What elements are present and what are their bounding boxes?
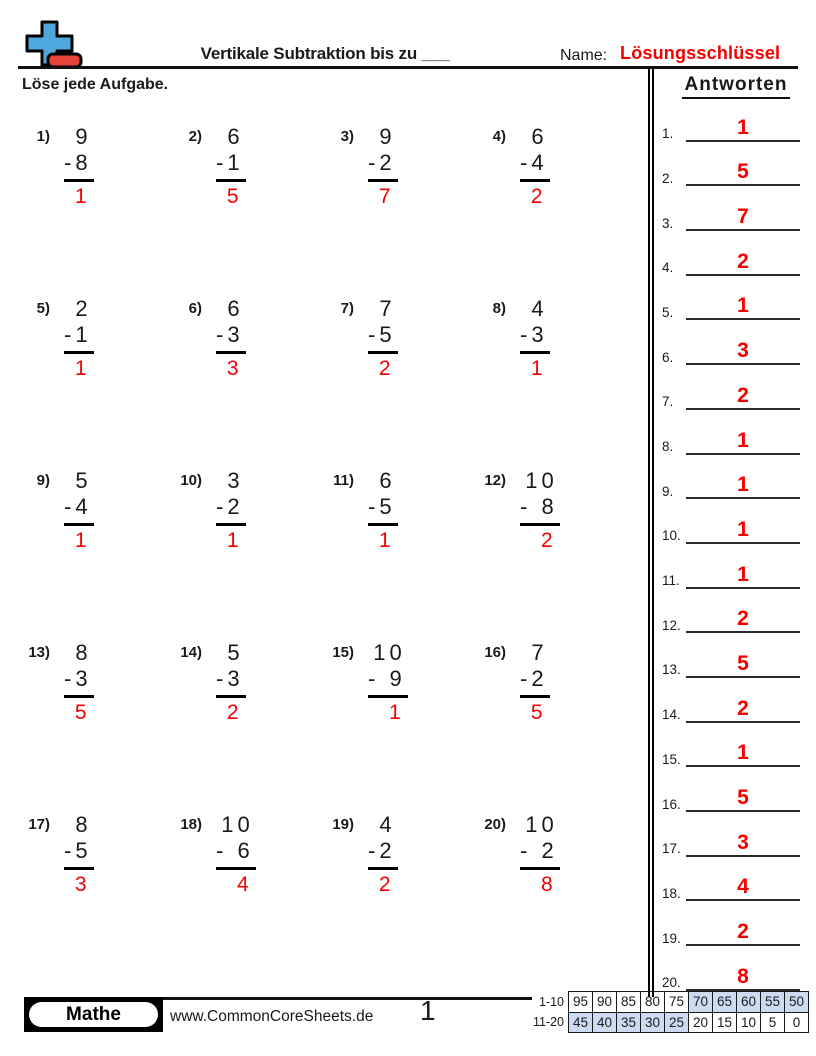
answer-number: 3. bbox=[662, 215, 674, 231]
answer-row bbox=[656, 455, 816, 500]
website-url: www.CommonCoreSheets.de bbox=[170, 1008, 374, 1025]
subtrahend: -5 bbox=[368, 322, 396, 347]
problem-answer: 5 bbox=[74, 701, 91, 724]
score-cell: 10 bbox=[737, 1012, 761, 1033]
answer-blank: 2 bbox=[686, 921, 800, 946]
problem-answer: 1 bbox=[226, 529, 243, 552]
minuend: 6 bbox=[227, 124, 244, 149]
answer-number: 4. bbox=[662, 260, 674, 276]
equals-rule bbox=[64, 351, 94, 354]
answer-number: 10. bbox=[662, 528, 681, 544]
problem-answer: 8 bbox=[541, 873, 557, 896]
problem-stack bbox=[520, 812, 560, 898]
answer-number: 11. bbox=[662, 573, 680, 589]
score-cell: 40 bbox=[593, 1012, 617, 1033]
equals-rule bbox=[520, 695, 550, 698]
answer-row bbox=[656, 678, 816, 723]
problem bbox=[20, 124, 172, 296]
equals-rule bbox=[216, 523, 246, 526]
answer-blank: 1 bbox=[686, 474, 800, 499]
subtrahend: -3 bbox=[216, 322, 244, 347]
answer-blank: 2 bbox=[686, 698, 800, 723]
answer-row bbox=[656, 767, 816, 812]
problem bbox=[476, 812, 628, 984]
problem bbox=[20, 640, 172, 812]
sidebar-divider bbox=[648, 68, 654, 997]
score-cell: 15 bbox=[713, 1012, 737, 1033]
answer-row bbox=[656, 410, 816, 455]
answer-number: 15. bbox=[662, 751, 681, 767]
score-cell: 50 bbox=[785, 992, 809, 1013]
score-cell: 5 bbox=[761, 1012, 785, 1033]
answer-number: 13. bbox=[662, 662, 681, 678]
problem-number: 19) bbox=[332, 816, 354, 833]
subtrahend: -3 bbox=[520, 322, 548, 347]
problem-answer: 4 bbox=[237, 873, 253, 896]
score-cell: 45 bbox=[569, 1012, 593, 1033]
problem bbox=[172, 468, 324, 640]
answer-number: 6. bbox=[662, 349, 674, 365]
subtrahend: -2 bbox=[368, 150, 396, 175]
equals-rule bbox=[368, 695, 408, 698]
answer-blank: 5 bbox=[686, 653, 800, 678]
score-row bbox=[532, 992, 809, 1013]
answer-number: 20. bbox=[662, 975, 681, 991]
equals-rule bbox=[216, 867, 256, 870]
answer-blank: 5 bbox=[686, 787, 800, 812]
answer-number: 2. bbox=[662, 170, 674, 186]
problem bbox=[476, 640, 628, 812]
plus-minus-logo-icon bbox=[20, 20, 90, 70]
answer-blank: 8 bbox=[686, 966, 800, 991]
problem bbox=[324, 468, 476, 640]
answer-blank: 1 bbox=[686, 295, 800, 320]
problem-number: 8) bbox=[492, 300, 506, 317]
worksheet-title: Vertikale Subtraktion bis zu ___ bbox=[200, 44, 450, 63]
problem-number: 16) bbox=[484, 644, 506, 661]
problem-number: 11) bbox=[333, 472, 354, 489]
answer-row bbox=[656, 231, 816, 276]
answer-number: 16. bbox=[662, 796, 681, 812]
minuend: 5 bbox=[227, 640, 244, 665]
score-cell: 30 bbox=[641, 1012, 665, 1033]
score-cell: 20 bbox=[689, 1012, 713, 1033]
problem-answer: 1 bbox=[378, 529, 395, 552]
problem-stack bbox=[216, 812, 256, 898]
answer-number: 5. bbox=[662, 304, 674, 320]
answer-row bbox=[656, 365, 816, 410]
problem-number: 15) bbox=[332, 644, 354, 661]
score-cell: 75 bbox=[665, 992, 689, 1013]
answer-row bbox=[656, 320, 816, 365]
problem-stack bbox=[368, 296, 398, 382]
problem-answer: 1 bbox=[530, 357, 547, 380]
problem-answer: 7 bbox=[378, 185, 395, 208]
minuend: 6 bbox=[227, 296, 244, 321]
problem-number: 13) bbox=[28, 644, 50, 661]
problem-stack bbox=[216, 468, 246, 554]
problem-answer: 2 bbox=[541, 529, 557, 552]
minuend: 10 bbox=[525, 812, 558, 837]
minuend: 2 bbox=[75, 296, 92, 321]
equals-rule bbox=[520, 351, 550, 354]
subtrahend: -3 bbox=[64, 666, 92, 691]
answer-blank: 1 bbox=[686, 430, 800, 455]
answer-blank: 1 bbox=[686, 742, 800, 767]
subtrahend: -3 bbox=[216, 666, 244, 691]
problem-answer: 5 bbox=[530, 701, 547, 724]
answer-blank: 5 bbox=[686, 161, 800, 186]
answer-number: 18. bbox=[662, 885, 681, 901]
problem bbox=[324, 124, 476, 296]
equals-rule bbox=[368, 351, 398, 354]
score-cell: 80 bbox=[641, 992, 665, 1013]
subtrahend: -5 bbox=[64, 838, 92, 863]
problem-answer: 3 bbox=[74, 873, 91, 896]
problem-number: 14) bbox=[180, 644, 202, 661]
answers-list bbox=[656, 97, 816, 991]
problem bbox=[172, 812, 324, 984]
problem-stack bbox=[64, 296, 94, 382]
problem-stack bbox=[520, 468, 560, 554]
score-row bbox=[532, 1012, 809, 1033]
score-cell: 55 bbox=[761, 992, 785, 1013]
problem bbox=[324, 296, 476, 468]
problem-stack bbox=[520, 124, 550, 210]
subtrahend: -4 bbox=[64, 494, 92, 519]
subtrahend: -2 bbox=[216, 494, 244, 519]
score-cell: 60 bbox=[737, 992, 761, 1013]
equals-rule bbox=[64, 867, 94, 870]
problem-stack bbox=[368, 124, 398, 210]
minuend: 9 bbox=[75, 124, 92, 149]
equals-rule bbox=[520, 523, 560, 526]
score-cell: 95 bbox=[569, 992, 593, 1013]
subject-badge-label: Mathe bbox=[29, 1002, 158, 1027]
page-number: 1 bbox=[420, 995, 436, 1026]
answer-number: 1. bbox=[662, 126, 674, 142]
problem-stack bbox=[520, 640, 550, 726]
score-range-label: 1-10 bbox=[538, 994, 564, 1009]
problem bbox=[476, 124, 628, 296]
problem-stack bbox=[368, 468, 398, 554]
problem bbox=[324, 640, 476, 812]
minuend: 4 bbox=[379, 812, 396, 837]
answer-row bbox=[656, 544, 816, 589]
problem bbox=[172, 296, 324, 468]
minuend: 8 bbox=[75, 640, 92, 665]
problem-stack bbox=[64, 124, 94, 210]
problem bbox=[20, 812, 172, 984]
minuend: 10 bbox=[525, 468, 558, 493]
minuend: 10 bbox=[221, 812, 254, 837]
problem-number: 5) bbox=[36, 300, 50, 317]
problem-answer: 2 bbox=[226, 701, 243, 724]
answer-row bbox=[656, 901, 816, 946]
problem bbox=[172, 640, 324, 812]
equals-rule bbox=[368, 179, 398, 182]
score-cell: 0 bbox=[785, 1012, 809, 1033]
answer-row bbox=[656, 946, 816, 991]
equals-rule bbox=[64, 523, 94, 526]
minuend: 4 bbox=[531, 296, 548, 321]
problem bbox=[20, 296, 172, 468]
equals-rule bbox=[216, 695, 246, 698]
answer-blank: 1 bbox=[686, 519, 800, 544]
minuend: 3 bbox=[227, 468, 244, 493]
equals-rule bbox=[64, 179, 94, 182]
problem-answer: 1 bbox=[74, 529, 91, 552]
answer-row bbox=[656, 857, 816, 902]
problem-answer: 3 bbox=[226, 357, 243, 380]
problem-stack bbox=[368, 640, 408, 726]
subtrahend: - 9 bbox=[368, 666, 406, 691]
name-label: Name: bbox=[560, 47, 608, 64]
problem-answer: 2 bbox=[530, 185, 547, 208]
score-table bbox=[532, 991, 809, 1033]
equals-rule bbox=[216, 179, 246, 182]
problem-stack bbox=[216, 640, 246, 726]
answer-blank: 2 bbox=[686, 608, 800, 633]
problem-number: 7) bbox=[340, 300, 354, 317]
answer-blank: 3 bbox=[686, 832, 800, 857]
subtrahend: -2 bbox=[520, 666, 548, 691]
answer-number: 9. bbox=[662, 483, 674, 499]
answer-number: 19. bbox=[662, 930, 681, 946]
minuend: 9 bbox=[379, 124, 396, 149]
equals-rule bbox=[368, 523, 398, 526]
score-cell: 25 bbox=[665, 1012, 689, 1033]
subtrahend: - 2 bbox=[520, 838, 558, 863]
problem-stack bbox=[64, 640, 94, 726]
problem-number: 17) bbox=[28, 816, 50, 833]
header-divider bbox=[18, 66, 798, 69]
problem-answer: 2 bbox=[378, 873, 395, 896]
problem-number: 3) bbox=[340, 128, 354, 145]
problem bbox=[476, 468, 628, 640]
answer-blank: 2 bbox=[686, 251, 800, 276]
problem-number: 1) bbox=[36, 128, 50, 145]
minuend: 10 bbox=[373, 640, 406, 665]
problem bbox=[172, 124, 324, 296]
subtrahend: -1 bbox=[64, 322, 92, 347]
problem-number: 10) bbox=[180, 472, 202, 489]
score-cell: 90 bbox=[593, 992, 617, 1013]
answer-row bbox=[656, 276, 816, 321]
answer-row bbox=[656, 186, 816, 231]
answer-blank: 3 bbox=[686, 340, 800, 365]
answer-blank: 4 bbox=[686, 876, 800, 901]
answer-key-label: Lösungsschlüssel bbox=[620, 43, 781, 63]
problem bbox=[476, 296, 628, 468]
answer-row bbox=[656, 499, 816, 544]
problem-answer: 1 bbox=[74, 185, 91, 208]
equals-rule bbox=[64, 695, 94, 698]
answer-row bbox=[656, 633, 816, 678]
minuend: 7 bbox=[379, 296, 396, 321]
problem-number: 9) bbox=[36, 472, 50, 489]
subtrahend: - 6 bbox=[216, 838, 254, 863]
problem-stack bbox=[64, 468, 94, 554]
subtrahend: -1 bbox=[216, 150, 244, 175]
answer-blank: 1 bbox=[686, 564, 800, 589]
answer-row bbox=[656, 812, 816, 857]
problem-answer: 2 bbox=[378, 357, 395, 380]
answer-row bbox=[656, 97, 816, 142]
answer-number: 12. bbox=[662, 617, 681, 633]
subtrahend: -4 bbox=[520, 150, 548, 175]
score-cell: 65 bbox=[713, 992, 737, 1013]
problem-number: 12) bbox=[484, 472, 506, 489]
problem-number: 2) bbox=[188, 128, 202, 145]
score-range-label: 11-20 bbox=[532, 1015, 564, 1030]
minuend: 6 bbox=[531, 124, 548, 149]
problem-stack bbox=[368, 812, 398, 898]
answer-row bbox=[656, 142, 816, 187]
answer-number: 8. bbox=[662, 439, 674, 454]
answer-number: 14. bbox=[662, 707, 681, 723]
answer-row bbox=[656, 589, 816, 634]
problems-grid bbox=[20, 124, 628, 984]
answer-blank: 7 bbox=[686, 206, 800, 231]
problem-stack bbox=[216, 296, 246, 382]
score-cell: 35 bbox=[617, 1012, 641, 1033]
minuend: 5 bbox=[75, 468, 92, 493]
answer-row bbox=[656, 723, 816, 768]
equals-rule bbox=[520, 179, 550, 182]
problem-number: 6) bbox=[188, 300, 202, 317]
instruction-text: Löse jede Aufgabe. bbox=[22, 76, 169, 93]
problem bbox=[324, 812, 476, 984]
score-cell: 85 bbox=[617, 992, 641, 1013]
subtrahend: -8 bbox=[64, 150, 92, 175]
problem bbox=[20, 468, 172, 640]
subtrahend: - 8 bbox=[520, 494, 558, 519]
problem-number: 4) bbox=[492, 128, 506, 145]
answers-panel bbox=[656, 74, 816, 991]
problem-answer: 1 bbox=[389, 701, 405, 724]
equals-rule bbox=[216, 351, 246, 354]
score-cell: 70 bbox=[689, 992, 713, 1013]
problem-number: 18) bbox=[180, 816, 202, 833]
answer-blank: 1 bbox=[686, 117, 800, 142]
minuend: 8 bbox=[75, 812, 92, 837]
subtrahend: -2 bbox=[368, 838, 396, 863]
problem-stack bbox=[216, 124, 246, 210]
problem-answer: 5 bbox=[226, 185, 243, 208]
problem-stack bbox=[520, 296, 550, 382]
answer-number: 17. bbox=[662, 841, 681, 857]
equals-rule bbox=[520, 867, 560, 870]
subject-badge bbox=[24, 997, 163, 1032]
answers-title: Antworten bbox=[682, 74, 791, 99]
problem-answer: 1 bbox=[74, 357, 91, 380]
answer-number: 7. bbox=[662, 394, 674, 410]
problem-stack bbox=[64, 812, 94, 898]
problem-number: 20) bbox=[484, 816, 506, 833]
equals-rule bbox=[368, 867, 398, 870]
minuend: 6 bbox=[379, 468, 396, 493]
subtrahend: -5 bbox=[368, 494, 396, 519]
answer-blank: 2 bbox=[686, 385, 800, 410]
minuend: 7 bbox=[531, 640, 548, 665]
